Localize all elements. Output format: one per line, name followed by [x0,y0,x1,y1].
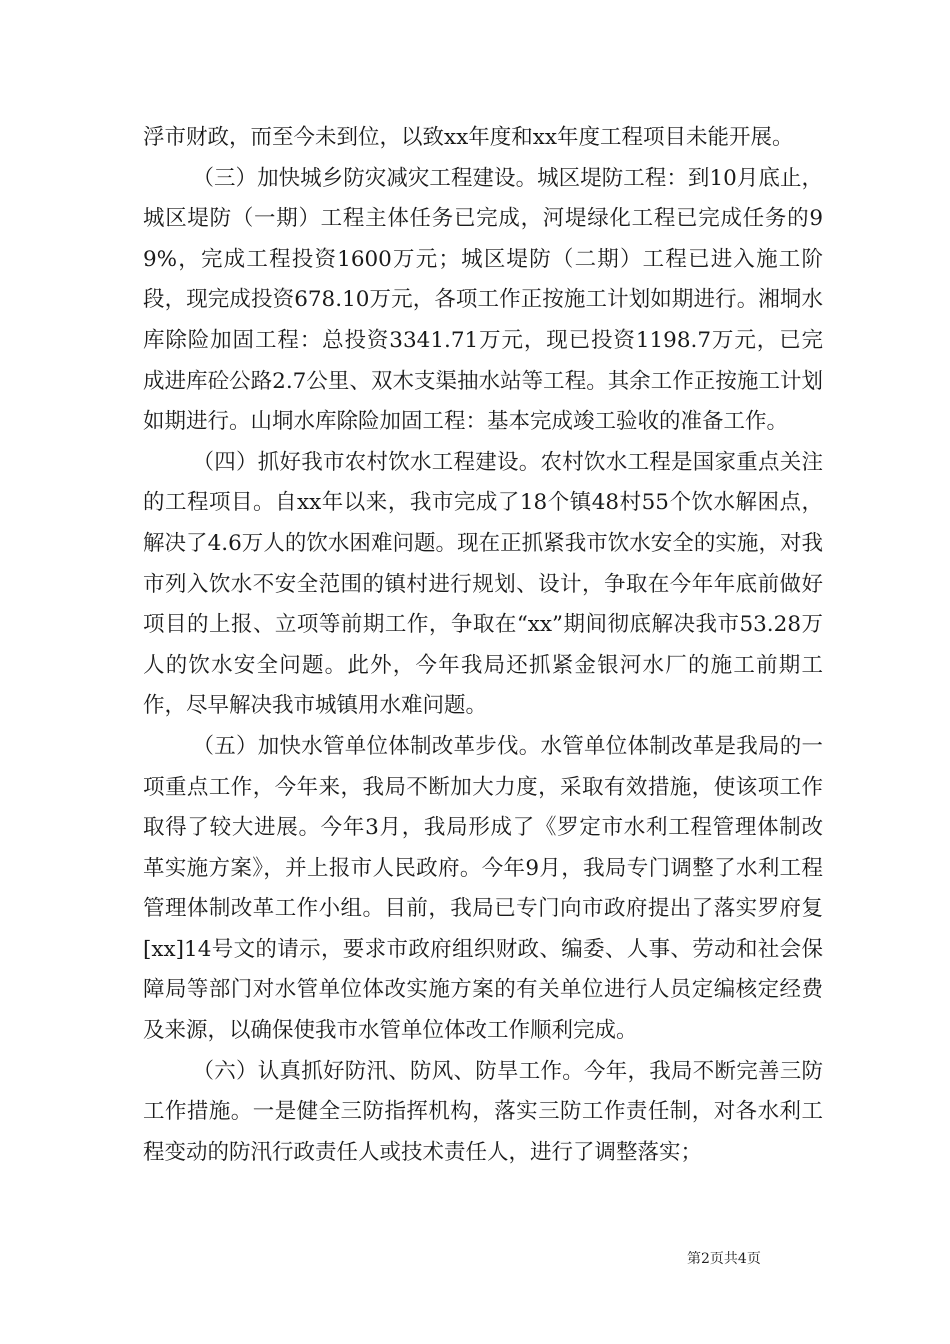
paragraph-section-5: （五）加快水管单位体制改革步伐。水管单位体制改革是我局的一项重点工作，今年来，我局不断加大力度，采取有效措施，使该项工作取得了较大进展。今年3月，我局形成了《罗定市水利工程管理体制改革实施方案》，并上报市人民政府。今年9月，我局专门调整了水利工程管理体制改革工作小组。目前，我局已专门向市政府提出了落实罗府复[xx]14号文的请示，要求市政府组织财政、编委、人事、劳动和社会保障局等部门对水管单位体改实施方案的有关单位进行人员定编核定经费及来源，以确保使我市水管单位体改工作顺利完成。 [143,733,823,1044]
document-body [143,118,823,1173]
paragraph-section-4: （四）抓好我市农村饮水工程建设。农村饮水工程是国家重点关注的工程项目。自xx年以来，我市完成了18个镇48村55个饮水解困点，解决了4.6万人的饮水困难问题。现在正抓紧我市饮水安全的实施，对我市列入饮水不安全范围的镇村进行规划、设计，争取在今年年底前做好项目的上报、立项等前期工作，争取在“xx”期间彻底解决我市53.28万人的饮水安全问题。此外，今年我局还抓紧金银河水厂的施工前期工作，尽早解决我市城镇用水难问题。 [143,449,823,719]
paragraph-continuation: 浮市财政，而至今未到位，以致xx年度和xx年度工程项目未能开展。 [143,125,794,150]
page-number: 第2页共4页 [687,1251,761,1267]
paragraph-section-6: （六）认真抓好防汛、防风、防旱工作。今年，我局不断完善三防工作措施。一是健全三防指挥机构，落实三防工作责任制，对各水利工程变动的防汛行政责任人或技术责任人，进行了调整落实； [143,1058,823,1165]
paragraph-section-3: （三）加快城乡防灾减灾工程建设。城区堤防工程：到10月底止，城区堤防（一期）工程主体任务已完成，河堤绿化工程已完成任务的99%，完成工程投资1600万元；城区堤防（二期）工程已进入施工阶段，现完成投资678.10万元，各项工作正按施工计划如期进行。湘垌水库除险加固工程：总投资3341.71万元，现已投资1198.7万元，已完成进库砼公路2.7公里、双木支渠抽水站等工程。其余工作正按施工计划如期进行。山垌水库除险加固工程：基本完成竣工验收的准备工作。 [143,165,823,435]
